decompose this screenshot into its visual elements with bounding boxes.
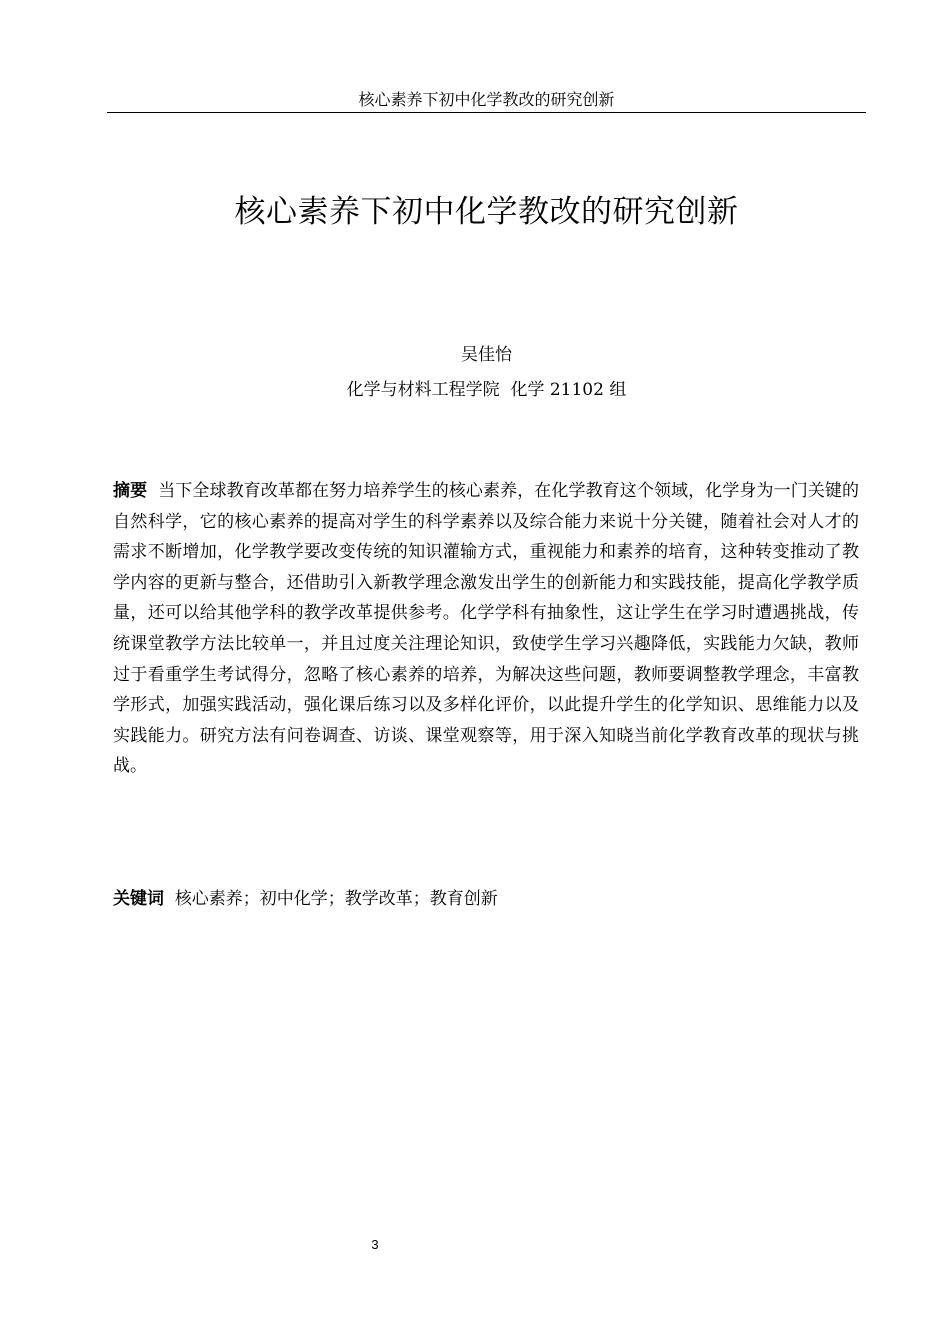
running-header: 核心素养下初中化学教改的研究创新 bbox=[107, 88, 866, 113]
page-number: 3 bbox=[371, 1237, 379, 1252]
abstract-text: 当下全球教育改革都在努力培养学生的核心素养，在化学教育这个领域，化学身为一门关键的自然科学，它的核心素养的提高对学生的科学素养以及综合能力来说十分关键，随着社会对人才的需求不断增加，化学教学要改变传统的知识灌输方式，重视能力和素养的培育，这种转变推动了教学内容的更新与整合，还借助引入新教学理念激发出学生的创新能力和实践技能，提高化学教学质量，还可以给其他学科的教学改革提供参考。化学学科有抽象性，这让学生在学习时遭遇挑战，传统课堂教学方法比较单一，并且过度关注理论知识，致使学生学习兴趣降低，实践能力欠缺，教师过于看重学生考试得分，忽略了核心素养的培养，为解决这些问题，教师要调整教学理念，丰富教学形式，加强实践活动，强化课后练习以及多样化评价，以此提升学生的化学知识、思维能力以及实践能力。研究方法有问卷调查、访谈、课堂观察等，用于深入知晓当前化学教育改革的现状与挑战。 bbox=[113, 481, 860, 777]
keywords-text: 核心素养；初中化学；教学改革；教育创新 bbox=[174, 889, 498, 909]
author-affiliation: 化学与材料工程学院 化学 21102 组 bbox=[346, 380, 627, 400]
keywords bbox=[113, 884, 859, 914]
paper-title: 核心素养下初中化学教改的研究创新 bbox=[234, 194, 739, 230]
abstract-label: 摘要 bbox=[113, 481, 148, 501]
abstract bbox=[113, 476, 859, 782]
keywords-label: 关键词 bbox=[113, 889, 164, 909]
author-name: 吴佳怡 bbox=[461, 345, 512, 365]
